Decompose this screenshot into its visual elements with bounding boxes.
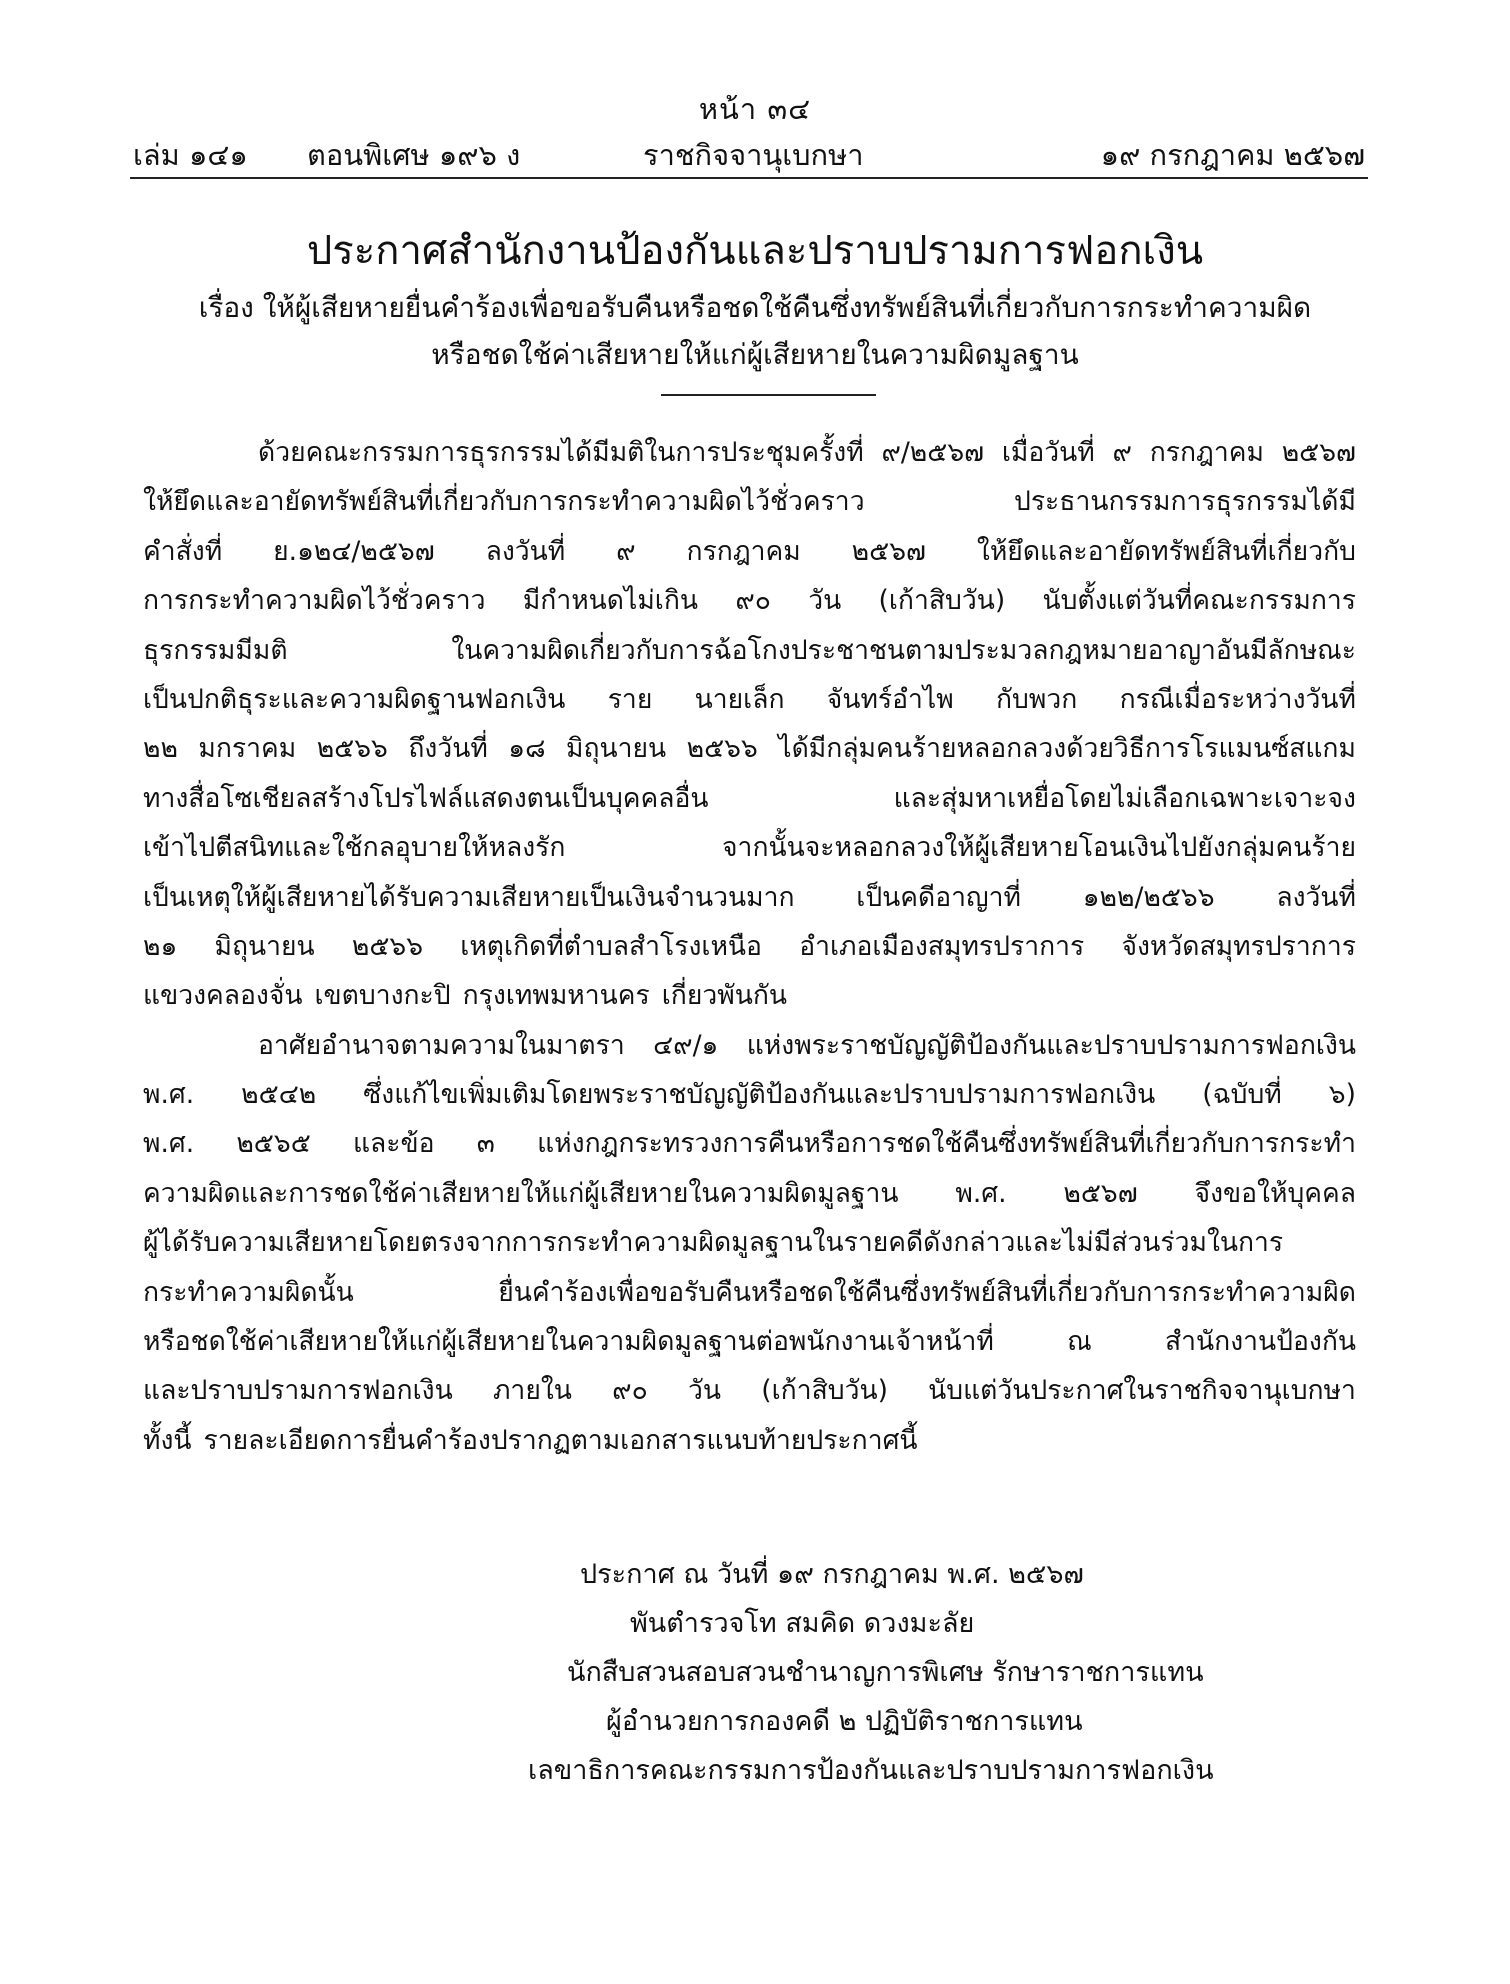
body-line xyxy=(143,477,1356,526)
body-line xyxy=(143,1366,1356,1415)
body-line xyxy=(143,1218,1356,1267)
word: มกราคม xyxy=(198,733,297,765)
body-line xyxy=(143,1021,1356,1070)
body-line xyxy=(143,626,1356,675)
word: พ.ศ. xyxy=(143,1079,195,1111)
word: ๙๐ xyxy=(735,585,771,617)
word: การกระทำความผิดไว้ชั่วคราว xyxy=(143,585,486,617)
word: ๒๕๖๕ xyxy=(236,1128,311,1160)
word: นับตั้งแต่วันที่คณะกรรมการ xyxy=(1042,585,1356,617)
word: ๒๑ xyxy=(143,930,178,962)
signatory-position: เลขาธิการคณะกรรมการป้องกันและปราบปรามการฟอกเงิน xyxy=(528,1755,1214,1786)
word: เข้าไปตีสนิทและใช้กลอุบายให้หลงรัก xyxy=(143,832,566,864)
word: ๒๕๖๖ xyxy=(316,733,388,765)
body-line xyxy=(143,1317,1356,1366)
word: ลงวันที่ xyxy=(485,535,566,567)
word: ๒๕๖๖ xyxy=(686,733,758,765)
word: นายเล็ก xyxy=(694,683,785,715)
body-line xyxy=(143,1268,1356,1317)
word: อำเภอเมืองสมุทรปราการ xyxy=(799,930,1085,962)
page-number: หน้า ๓๔ xyxy=(698,92,812,126)
word: จากนั้นจะหลอกลวงให้ผู้เสียหายโอนเงินไปยังกลุ่มคนร้าย xyxy=(722,832,1356,864)
word: ๑๒๒/๒๕๖๖ xyxy=(1082,881,1215,913)
word: แห่งกฎกระทรวงการคืนหรือการชดใช้คืนซึ่งทรัพย์สินที่เกี่ยวกับการกระทำ xyxy=(537,1128,1356,1160)
word: ๙ xyxy=(616,535,636,567)
word: ราย xyxy=(607,683,653,715)
announcement-body xyxy=(143,428,1356,1465)
body-line xyxy=(143,675,1356,724)
header-divider xyxy=(130,177,1368,179)
word: ด้วยคณะกรรมการธุรกรรมได้มีมติในการประชุมครั้งที่ xyxy=(258,437,864,468)
word: ความผิดและการชดใช้ค่าเสียหายให้แก่ผู้เสียหายในความผิดมูลฐาน xyxy=(143,1177,899,1209)
word: พ.ศ. xyxy=(955,1177,1007,1209)
word: ๒๕๖๗ xyxy=(1281,437,1356,468)
word: พ.ศ. xyxy=(143,1128,195,1160)
signatory-name: พันตำรวจโท สมคิด ดวงมะลัย xyxy=(630,1608,975,1639)
word: กรณีเมื่อระหว่างวันที่ xyxy=(1119,683,1356,715)
body-line xyxy=(143,774,1356,823)
body-line xyxy=(143,724,1356,773)
gazette-date: ๑๙ กรกฎาคม ๒๕๖๗ xyxy=(1100,138,1365,172)
signatory-position: ผู้อำนวยการกองคดี ๒ ปฏิบัติราชการแทน xyxy=(606,1706,1083,1737)
body-line xyxy=(143,1416,1356,1465)
word: มีกำหนดไม่เกิน xyxy=(522,585,699,617)
word: ย.๑๒๔/๒๕๖๗ xyxy=(273,535,435,567)
word: ประธานกรรมการธุรกรรมได้มี xyxy=(1014,486,1356,518)
word: ให้ยึดและอายัดทรัพย์สินที่เกี่ยวกับ xyxy=(976,535,1356,567)
announcement-title: ประกาศสำนักงานป้องกันและปราบปรามการฟอกเงิน xyxy=(306,228,1204,274)
word: (ฉบับที่ xyxy=(1202,1079,1282,1111)
word: ซึ่งแก้ไขเพิ่มเติมโดยพระราชบัญญัติป้องกันและปราบปรามการฟอกเงิน xyxy=(363,1079,1156,1111)
word: เขตบางกะปิ xyxy=(314,980,451,1012)
body-line xyxy=(143,1119,1356,1168)
word: จังหวัดสมุทรปราการ xyxy=(1121,930,1356,962)
word: ให้ยึดและอายัดทรัพย์สินที่เกี่ยวกับการกระทำความผิดไว้ชั่วคราว xyxy=(143,486,865,518)
word: ทางสื่อโซเชียลสร้างโปรไฟล์แสดงตนเป็นบุคคลอื่น xyxy=(143,782,709,814)
body-line xyxy=(143,428,1356,477)
word: เหตุเกิดที่ตำบลสำโรงเหนือ xyxy=(460,930,762,962)
gazette-name: ราชกิจจานุเบกษา xyxy=(643,138,864,172)
paragraph-1 xyxy=(143,428,1356,1021)
signature-block xyxy=(0,1550,1510,1795)
word: แห่งพระราชบัญญัติป้องกันและปราบปรามการฟอกเงิน xyxy=(746,1029,1356,1061)
word: ณ xyxy=(1067,1326,1092,1358)
word: ๓ xyxy=(476,1128,495,1160)
word: และข้อ xyxy=(352,1128,435,1160)
word: เป็นเหตุให้ผู้เสียหายได้รับความเสียหายเป็นเงินจำนวนมาก xyxy=(143,881,795,913)
subject-line: หรือชดใช้ค่าเสียหายให้แก่ผู้เสียหายในความผิดมูลฐาน xyxy=(431,338,1079,371)
word: ได้มีกลุ่มคนร้ายหลอกลวงด้วยวิธีการโรแมนซ์สแกม xyxy=(778,733,1356,765)
word: ๒๕๖๗ xyxy=(851,535,926,567)
word: รายละเอียดการยื่นคำร้องปรากฏตามเอกสารแนบท้ายประกาศนี้ xyxy=(203,1424,918,1456)
signatory-position: นักสืบสวนสอบสวนชำนาญการพิเศษ รักษาราชการแทน xyxy=(567,1657,1204,1688)
word: กรกฎาคม xyxy=(686,535,801,567)
word: กับพวก xyxy=(996,683,1078,715)
body-line xyxy=(143,527,1356,576)
announcement-subject xyxy=(0,284,1510,378)
word: ๒๒ xyxy=(143,733,178,765)
word: ๙๐ xyxy=(612,1375,648,1407)
word: เมื่อวันที่ xyxy=(1001,437,1095,468)
word: ทั้งนี้ xyxy=(143,1424,192,1456)
word: แขวงคลองจั่น xyxy=(143,980,303,1012)
word: ผู้ได้รับความเสียหายโดยตรงจากการกระทำความผิดมูลฐานในรายคดีดังกล่าวและไม่มีส่วนร่วมในการ xyxy=(143,1227,1284,1259)
signature-date: ประกาศ ณ วันที่ ๑๙ กรกฎาคม พ.ศ. ๒๕๖๗ xyxy=(580,1559,1084,1590)
volume-number: เล่ม ๑๔๑ xyxy=(133,138,248,172)
word: วัน xyxy=(688,1375,721,1407)
word: และปราบปรามการฟอกเงิน xyxy=(143,1375,453,1407)
word: กรกฎาคม xyxy=(1149,437,1264,468)
word: คำสั่งที่ xyxy=(143,535,223,567)
word: ๙ xyxy=(1112,437,1132,468)
word: อาศัยอำนาจตามความในมาตรา xyxy=(258,1029,625,1061)
word: จันทร์อำไพ xyxy=(826,683,954,715)
paragraph-2 xyxy=(143,1021,1356,1466)
word: ๒๕๖๖ xyxy=(351,930,424,962)
word: ๔๙/๑ xyxy=(653,1029,719,1061)
body-line xyxy=(143,823,1356,872)
word: ๒๕๔๒ xyxy=(241,1079,317,1111)
word: มิถุนายน xyxy=(566,733,667,765)
word: นับแต่วันประกาศในราชกิจจานุเบกษา xyxy=(928,1375,1356,1407)
word: ๑๘ xyxy=(508,733,546,765)
word: เป็นปกติธุระและความผิดฐานฟอกเงิน xyxy=(143,683,566,715)
body-line xyxy=(143,873,1356,922)
word: มิถุนายน xyxy=(214,930,315,962)
word: กระทำความผิดนั้น xyxy=(143,1276,354,1308)
body-line xyxy=(143,1169,1356,1218)
word: ๖) xyxy=(1328,1079,1356,1111)
body-line xyxy=(143,576,1356,625)
word: และสุ่มหาเหยื่อโดยไม่เลือกเฉพาะเจาะจง xyxy=(893,782,1356,814)
body-line xyxy=(143,971,1356,1020)
word: ภายใน xyxy=(492,1375,572,1407)
word: ลงวันที่ xyxy=(1276,881,1356,913)
body-line xyxy=(143,922,1356,971)
word: จึงขอให้บุคคล xyxy=(1194,1177,1356,1209)
word: ๒๕๖๗ xyxy=(1063,1177,1138,1209)
word: (เก้าสิบวัน) xyxy=(761,1375,888,1407)
body-line xyxy=(143,1070,1356,1119)
word: ๙/๒๕๖๗ xyxy=(881,437,985,468)
word: ถึงวันที่ xyxy=(408,733,488,765)
word: เกี่ยวพันกัน xyxy=(661,980,787,1012)
gazette-header xyxy=(133,132,1365,174)
subject-line: เรื่อง ให้ผู้เสียหายยื่นคำร้องเพื่อขอรับคืนหรือชดใช้คืนซึ่งทรัพย์สินที่เกี่ยวกับการกระทำความผิด xyxy=(198,291,1312,324)
title-divider xyxy=(661,394,876,396)
word: สำนักงานป้องกัน xyxy=(1165,1326,1356,1358)
word: ในความผิดเกี่ยวกับการฉ้อโกงประชาชนตามประมวลกฎหมายอาญาอันมีลักษณะ xyxy=(451,634,1356,666)
word: ยื่นคำร้องเพื่อขอรับคืนหรือชดใช้คืนซึ่งทรัพย์สินที่เกี่ยวกับการกระทำความผิด xyxy=(498,1276,1356,1308)
section-number: ตอนพิเศษ ๑๙๖ ง xyxy=(307,138,521,172)
word: เป็นคดีอาญาที่ xyxy=(856,881,1021,913)
word: กรุงเทพมหานคร xyxy=(462,980,650,1012)
word: วัน xyxy=(808,585,842,617)
word: (เก้าสิบวัน) xyxy=(878,585,1006,617)
word: ธุรกรรมมีมติ xyxy=(143,634,288,666)
word: หรือชดใช้ค่าเสียหายให้แก่ผู้เสียหายในความผิดมูลฐานต่อพนักงานเจ้าหน้าที่ xyxy=(143,1326,994,1358)
